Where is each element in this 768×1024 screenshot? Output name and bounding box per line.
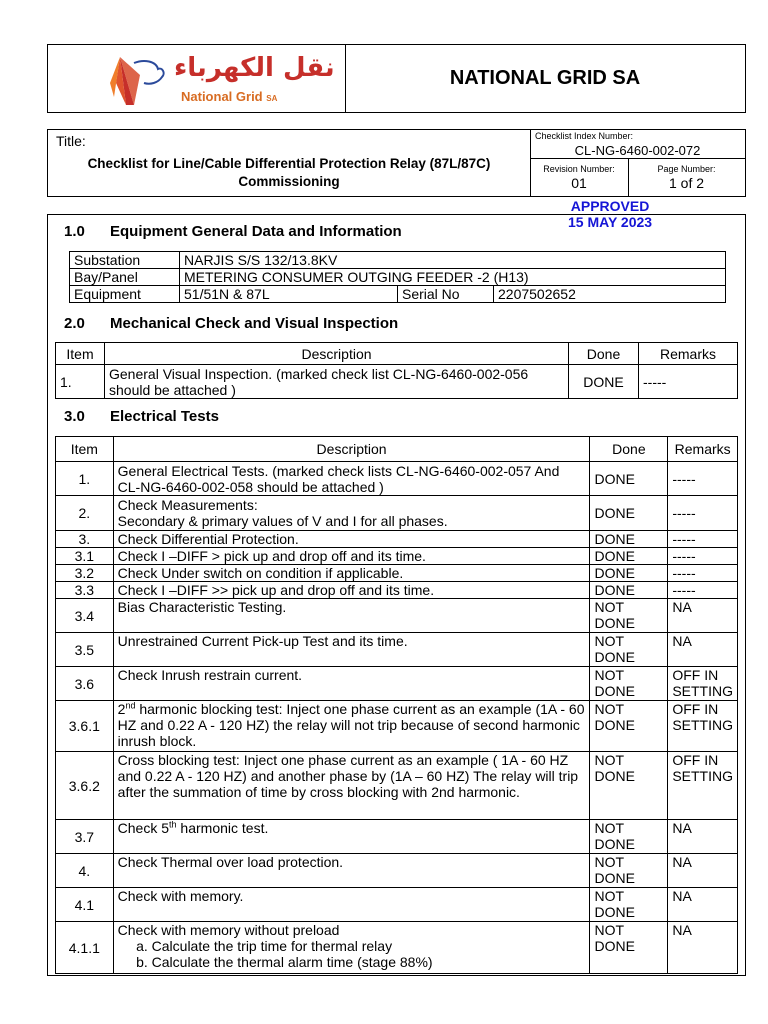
logo-arabic-text: نقل الكهرباء — [174, 53, 335, 83]
remarks-cell: NA — [668, 820, 738, 854]
description-cell: Check Under switch on condition if applicable. — [113, 565, 590, 582]
col-header-description: Description — [113, 437, 590, 462]
logo-english-text: National Grid SA — [181, 89, 278, 104]
item-cell: 3.6 — [56, 667, 114, 701]
remarks-cell: NA — [668, 854, 738, 888]
remarks-cell: OFF IN SETTING — [668, 752, 738, 820]
description-cell: Check I –DIFF >> pick up and drop off and its time. — [113, 582, 590, 599]
title-label: Title: — [56, 133, 86, 149]
section-1-heading: 1.0 Equipment General Data and Information — [64, 223, 402, 240]
done-cell: DONE — [590, 582, 668, 599]
item-cell: 3.5 — [56, 633, 114, 667]
description-cell: General Electrical Tests. (marked check lists CL-NG-6460-002-057 And CL-NG-6460-002-058 should be attached ) — [113, 462, 590, 496]
revision-cell — [530, 159, 629, 196]
table-row — [56, 496, 738, 531]
description-cell: Check Measurements: Secondary & primary values of V and I for all phases. — [113, 496, 590, 531]
done-cell: NOT DONE — [590, 633, 668, 667]
description-cell: Bias Characteristic Testing. — [113, 599, 590, 633]
company-name: NATIONAL GRID SA — [449, 67, 641, 89]
item-cell: 3.6.1 — [56, 701, 114, 752]
page-number-value: 1 of 2 — [668, 175, 705, 191]
title-cell — [48, 130, 531, 196]
table-row — [56, 365, 738, 399]
done-cell: DONE — [590, 565, 668, 582]
item-cell: 3.2 — [56, 565, 114, 582]
list-item: b. Calculate the thermal alarm time (stage 88%) — [152, 954, 586, 970]
logo-cell — [48, 45, 346, 112]
section-2-heading: 2.0 Mechanical Check and Visual Inspection — [64, 315, 399, 332]
table-row — [56, 531, 738, 548]
description-cell: Unrestrained Current Pick-up Test and its time. — [113, 633, 590, 667]
document-title: Checklist for Line/Cable Differential Protection Relay (87L/87C) Commissioning — [87, 156, 491, 189]
approval-stamp — [568, 198, 652, 230]
approval-date: 15 MAY 2023 — [568, 214, 653, 230]
col-header-description: Description — [105, 343, 569, 365]
table-row — [56, 565, 738, 582]
remarks-cell: ----- — [668, 462, 738, 496]
remarks-cell: NA — [668, 599, 738, 633]
description-cell: Check 5th harmonic test. — [113, 820, 590, 854]
bay-label: Bay/Panel — [70, 269, 180, 286]
done-cell: NOT DONE — [590, 701, 668, 752]
description-cell: Check I –DIFF > pick up and drop off and its time. — [113, 548, 590, 565]
revision-page-row — [530, 158, 745, 196]
description-cell: Check Thermal over load protection. — [113, 854, 590, 888]
remarks-cell: ----- — [668, 582, 738, 599]
remarks-cell: ----- — [668, 531, 738, 548]
col-header-remarks: Remarks — [668, 437, 738, 462]
table-row — [56, 582, 738, 599]
remarks-cell: NA — [668, 888, 738, 922]
col-header-done: Done — [569, 343, 639, 365]
index-number-label: Checklist Index Number: — [535, 131, 634, 141]
revision-label: Revision Number: — [543, 164, 615, 174]
substation-value: NARJIS S/S 132/13.8KV — [180, 252, 726, 269]
item-cell: 4.1.1 — [56, 922, 114, 974]
item-cell: 3.4 — [56, 599, 114, 633]
equipment-data-table — [69, 251, 726, 303]
title-block — [47, 129, 746, 197]
table-row — [56, 462, 738, 496]
document-header — [47, 44, 746, 113]
table-row — [56, 599, 738, 633]
done-cell: DONE — [569, 365, 639, 399]
remarks-cell: OFF IN SETTING — [668, 667, 738, 701]
item-cell: 3. — [56, 531, 114, 548]
equipment-label: Equipment — [70, 286, 180, 303]
table-row — [56, 820, 738, 854]
remarks-cell: OFF IN SETTING — [668, 701, 738, 752]
col-header-item: Item — [56, 343, 105, 365]
done-cell: DONE — [590, 548, 668, 565]
table-row — [56, 548, 738, 565]
done-cell: NOT DONE — [590, 752, 668, 820]
substation-label: Substation — [70, 252, 180, 269]
done-cell: NOT DONE — [590, 854, 668, 888]
remarks-cell: ----- — [668, 496, 738, 531]
page-number-label: Page Number: — [657, 164, 716, 174]
serial-value: 2207502652 — [494, 286, 726, 303]
item-cell: 1. — [56, 462, 114, 496]
electrical-tests-table — [55, 436, 738, 974]
done-cell: DONE — [590, 462, 668, 496]
table-row — [56, 633, 738, 667]
item-cell: 4.1 — [56, 888, 114, 922]
remarks-cell: ----- — [668, 548, 738, 565]
table-row — [56, 667, 738, 701]
item-cell: 1. — [56, 365, 105, 399]
mechanical-check-table — [55, 342, 738, 399]
page-number-cell — [628, 159, 745, 196]
col-header-done: Done — [590, 437, 668, 462]
done-cell: NOT DONE — [590, 922, 668, 974]
done-cell: NOT DONE — [590, 820, 668, 854]
item-cell: 2. — [56, 496, 114, 531]
item-cell: 3.3 — [56, 582, 114, 599]
item-cell: 3.7 — [56, 820, 114, 854]
done-cell: DONE — [590, 496, 668, 531]
table-row — [56, 888, 738, 922]
done-cell: NOT DONE — [590, 667, 668, 701]
equipment-value: 51/51N & 87L — [180, 286, 398, 303]
col-header-remarks: Remarks — [639, 343, 738, 365]
revision-value: 01 — [571, 175, 587, 191]
description-cell: 2nd harmonic blocking test: Inject one phase current as an example (1A - 60 HZ and 0.22 A - 120 HZ) the relay will not trip because of second harmonic inrush block. — [113, 701, 590, 752]
table-row — [56, 922, 738, 974]
table-row — [56, 752, 738, 820]
table-row — [56, 854, 738, 888]
bay-value: METERING CONSUMER OUTGING FEEDER -2 (H13) — [180, 269, 726, 286]
description-cell: Check with memory without preload a. Calculate the trip time for thermal relay b. Calculate the thermal alarm time (stage 88%) — [113, 922, 590, 974]
item-cell: 3.6.2 — [56, 752, 114, 820]
description-cell: Check with memory. — [113, 888, 590, 922]
description-cell: General Visual Inspection. (marked check list CL-NG-6460-002-056 should be attached ) — [105, 365, 569, 399]
list-item: a. Calculate the trip time for thermal relay — [152, 938, 586, 954]
remarks-cell: NA — [668, 633, 738, 667]
col-header-item: Item — [56, 437, 114, 462]
remarks-cell: ----- — [639, 365, 738, 399]
done-cell: DONE — [590, 531, 668, 548]
description-cell: Cross blocking test: Inject one phase current as an example ( 1A - 60 HZ and 0.22 A - 120 HZ) and another phase by (1A – 60 HZ) The relay will trip after the summation of time by cross blocking with 2nd harmonic. — [113, 752, 590, 820]
index-number-value: CL-NG-6460-002-072 — [574, 143, 701, 158]
done-cell: NOT DONE — [590, 888, 668, 922]
item-cell: 3.1 — [56, 548, 114, 565]
done-cell: NOT DONE — [590, 599, 668, 633]
remarks-cell: NA — [668, 922, 738, 974]
section-3-heading: 3.0 Electrical Tests — [64, 408, 219, 425]
approval-status: APPROVED — [570, 198, 650, 214]
table-row — [56, 701, 738, 752]
national-grid-logo-icon — [100, 53, 172, 109]
remarks-cell: ----- — [668, 565, 738, 582]
description-cell: Check Differential Protection. — [113, 531, 590, 548]
serial-label: Serial No — [398, 286, 494, 303]
description-cell: Check Inrush restrain current. — [113, 667, 590, 701]
item-cell: 4. — [56, 854, 114, 888]
